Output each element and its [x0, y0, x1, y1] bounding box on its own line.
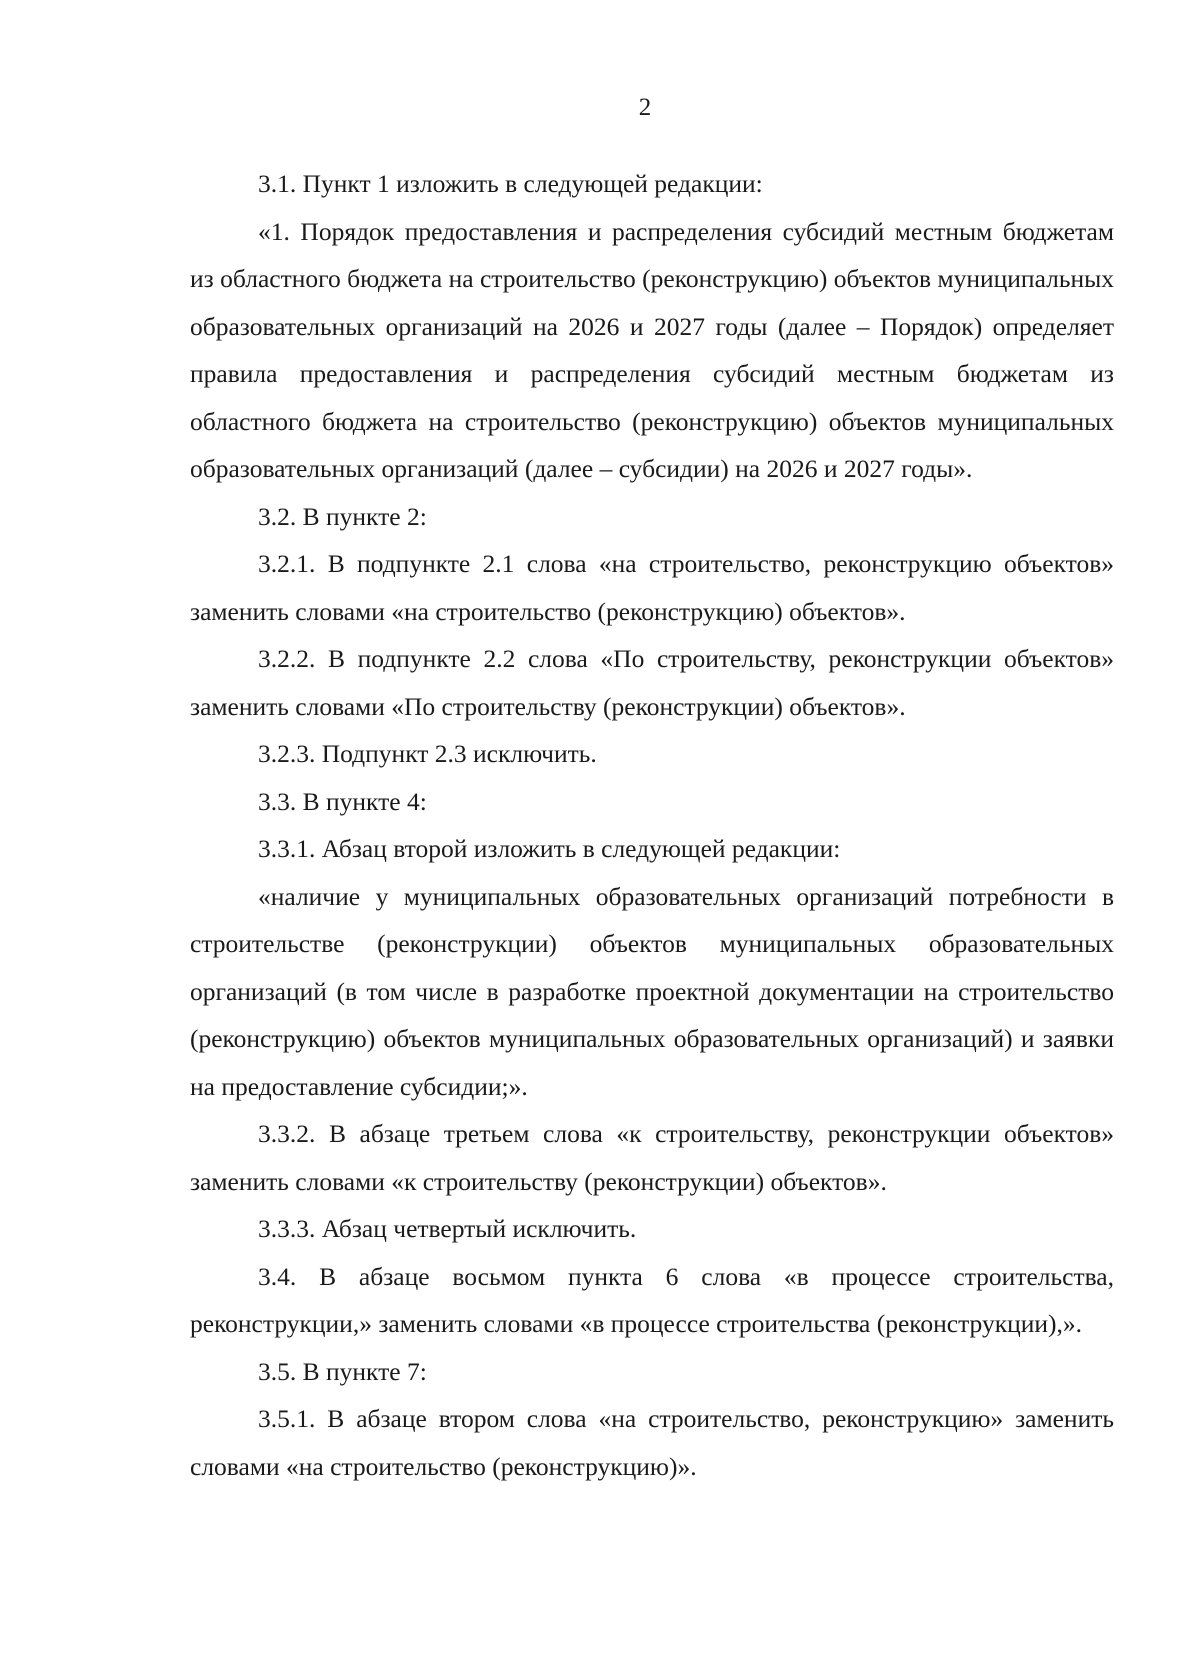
paragraph-3-4: 3.4. В абзаце восьмом пункта 6 слова «в процессе строительства, реконструкции,» заменить словами «в процессе строительства (реконструкции),». [190, 1261, 1114, 1338]
document-body [190, 160, 1114, 1490]
paragraph-3-1-text: «1. Порядок предоставления и распределения субсидий местным бюджетам из областного бюджета на строительство (реконструкцию) объектов муниципальных образовательных организаций на 2026 и 2027 годы (далее – Порядок) определяет правила предоставления и распределения субсидий местным бюджетам из областного бюджета на строительство (реконструкцию) объектов муниципальных образовательных организаций (далее – субсидии) на 2026 и 2027 годы». [190, 216, 1114, 483]
paragraph-3-2-1: 3.2.1. В подпункте 2.1 слова «на строительство, реконструкцию объектов» заменить словами «на строительство (реконструкцию) объектов». [190, 549, 1114, 626]
paragraph-3-3-2: 3.3.2. В абзаце третьем слова «к строительству, реконструкции объектов» заменить словами «к строительству (реконструкции) объектов». [190, 1119, 1114, 1196]
paragraph-3-3: 3.3. В пункте 4: [258, 786, 427, 816]
paragraph-3-3-1: 3.3.1. Абзац второй изложить в следующей редакции: [258, 834, 841, 863]
paragraph-3-2-2: 3.2.2. В подпункте 2.2 слова «По строительству, реконструкции объектов» заменить словами «По строительству (реконструкции) объектов». [190, 644, 1114, 721]
paragraph-3-5: 3.5. В пункте 7: [258, 1356, 427, 1386]
page-number: 2 [638, 94, 652, 121]
paragraph-3-2: 3.2. В пункте 2: [258, 501, 427, 531]
paragraph-3-1: 3.1. Пункт 1 изложить в следующей редакции: [258, 169, 763, 198]
paragraph-3-3-3: 3.3.3. Абзац четвертый исключить. [258, 1214, 637, 1243]
paragraph-3-3-1-text: «наличие у муниципальных образовательных организаций потребности в строительстве (реконструкции) объектов муниципальных образовательных организаций (в том числе в разработке проектной документации на строительство (реконструкцию) объектов муниципальных образовательных организаций) и заявки на предоставление субсидии;». [190, 881, 1114, 1101]
paragraph-3-5-1: 3.5.1. В абзаце втором слова «на строительство, реконструкцию» заменить словами «на строительство (реконструкцию)». [190, 1404, 1114, 1481]
paragraph-3-2-3: 3.2.3. Подпункт 2.3 исключить. [258, 739, 597, 768]
